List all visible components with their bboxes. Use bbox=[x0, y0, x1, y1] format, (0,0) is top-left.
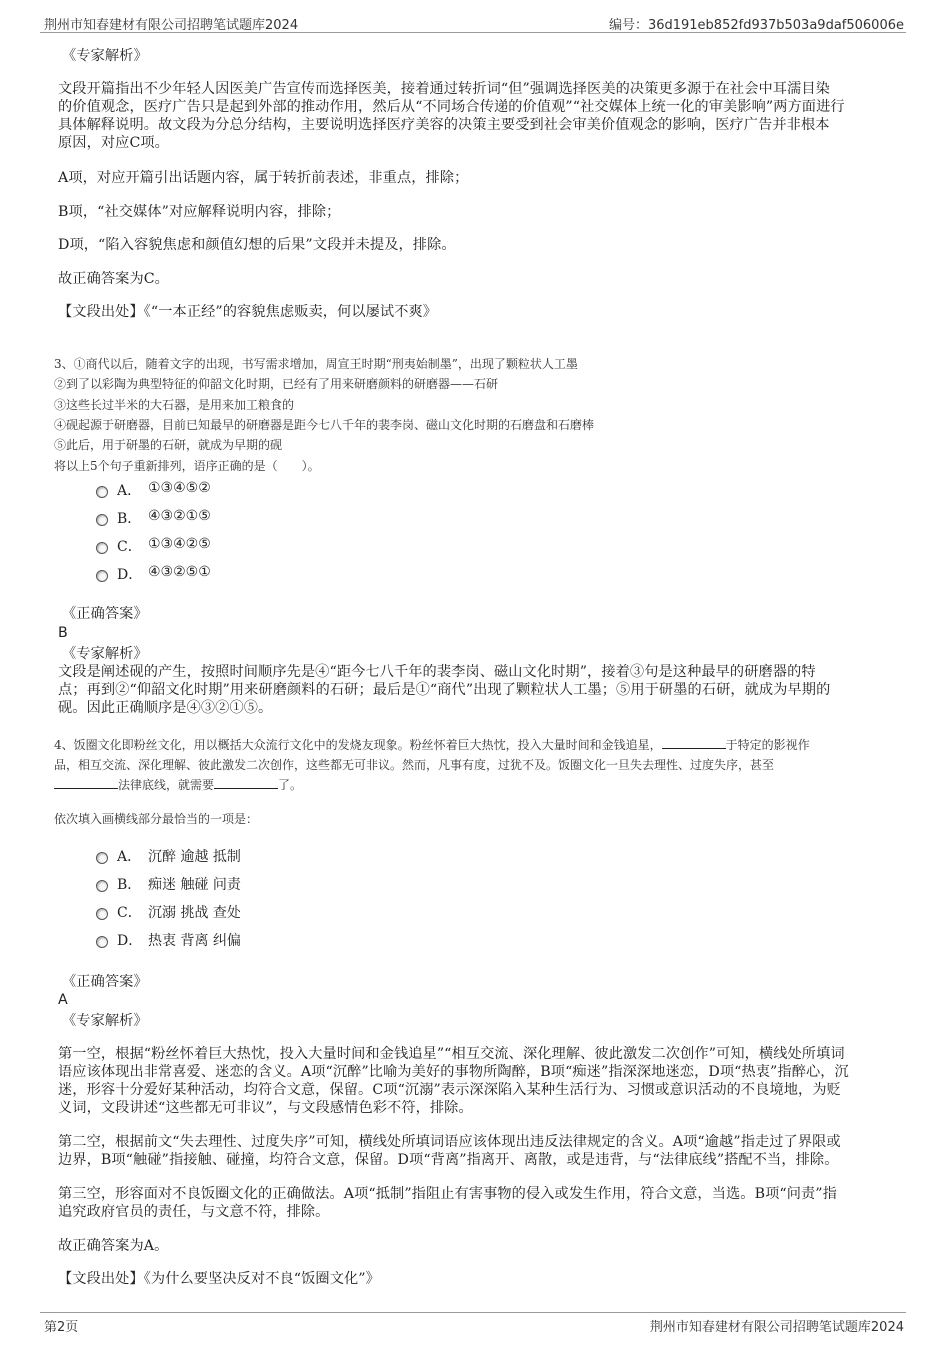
q4-stem-3a: 法律底线，就需要 bbox=[118, 778, 215, 792]
radio-icon[interactable] bbox=[96, 852, 108, 864]
q2-item-b: B项，“社交媒体”对应解释说明内容，排除； bbox=[58, 204, 341, 220]
option-text: ④③②①⑤ bbox=[148, 508, 211, 524]
radio-icon[interactable] bbox=[96, 570, 108, 582]
q3-stem-line-1: 3、①商代以后，随着文字的出现，书写需求增加，周宣王时期“刑夷始制墨”，出现了颗粒状人工墨 bbox=[54, 357, 578, 371]
q4-stem-line-1 bbox=[54, 736, 810, 754]
q2-item-a: A项，对应开篇引出话题内容，属于转折前表述，非重点，排除； bbox=[58, 170, 469, 186]
q4-stem-3b: 了。 bbox=[278, 778, 303, 792]
q2-conclusion: 故正确答案为C。 bbox=[58, 271, 169, 287]
q4-para1-line-2: 语应该体现出非常喜爱、迷恋的含义。A项“沉醉”比喻为美好的事物所陶醉，B项“痴迷”指深深地迷恋，D项“热衷”指醉心，沉 bbox=[58, 1064, 849, 1080]
q2-expert-label: 《专家解析》 bbox=[62, 48, 148, 64]
q4-para1-line-4: 义词，文段讲述“这些都无可非议”，与文段感情色彩不符，排除。 bbox=[58, 1100, 473, 1116]
q4-para2-line-1: 第二空，根据前文“失去理性、过度失序”可知，横线处所填词语应该体现出违反法律规定的含义。A项“逾越”指走过了界限或 bbox=[58, 1134, 841, 1150]
option-letter: D． bbox=[117, 567, 143, 583]
q2-analysis-line-2: 的价值观念，医疗广告只是起到外部的推动作用，然后从“不同场合传递的价值观”“社交媒体上统一化的审美影响”两方面进行 bbox=[58, 99, 845, 115]
radio-icon[interactable] bbox=[96, 542, 108, 554]
q3-answer: B bbox=[58, 625, 68, 641]
footer-page-number: 第2页 bbox=[44, 1320, 79, 1335]
q4-answer-label: 《正确答案》 bbox=[62, 974, 148, 990]
answer-blank-3 bbox=[214, 777, 278, 789]
q4-stem-line-3 bbox=[54, 776, 302, 794]
option-text: 痴迷 触碰 问责 bbox=[148, 877, 241, 893]
q4-conclusion: 故正确答案为A。 bbox=[58, 1238, 169, 1254]
q2-analysis-line-1: 文段开篇指出不少年轻人因医美广告宣传而选择医美，接着通过转折词“但”强调选择医美的决策更多源于在社会中耳濡目染 bbox=[58, 81, 830, 97]
q4-para3-line-1: 第三空，形容面对不良饭圈文化的正确做法。A项“抵制”指阻止有害事物的侵入或发生作用，符合文意，当选。B项“问责”指 bbox=[58, 1186, 837, 1202]
q3-analysis-line-2: 点；再到②“仰韶文化时期”用来研磨颜料的石研；最后是①“商代”出现了颗粒状人工墨；⑤用于研墨的石研，就成为早期的 bbox=[58, 682, 831, 698]
q4-stem-line-2: 品，相互交流、深化理解、彼此激发二次创作，这些都无可非议。然而，凡事有度，过犹不及。饭圈文化一旦失去理性、过度失序，甚至 bbox=[54, 758, 775, 772]
option-letter: D． bbox=[117, 933, 143, 949]
option-letter: B． bbox=[117, 511, 142, 527]
q4-para3-line-2: 追究政府官员的责任，与文意不符，排除。 bbox=[58, 1204, 330, 1220]
q3-answer-label: 《正确答案》 bbox=[62, 606, 148, 622]
q4-expert-label: 《专家解析》 bbox=[62, 1013, 148, 1029]
option-letter: C． bbox=[117, 539, 142, 555]
option-text: ④③②⑤① bbox=[148, 564, 211, 580]
answer-blank-1 bbox=[662, 737, 726, 749]
q3-analysis-line-3: 砚。因此正确顺序是④③②①⑤。 bbox=[58, 700, 273, 716]
q2-source: 【文段出处】《“一本正经”的容貌焦虑贩卖，何以屡试不爽》 bbox=[58, 304, 438, 320]
q3-stem-line-5: ⑤此后，用于研墨的石研，就成为早期的砚 bbox=[54, 438, 283, 452]
option-text: 沉醉 逾越 抵制 bbox=[148, 849, 241, 865]
option-text: ①③④②⑤ bbox=[148, 536, 211, 552]
option-letter: A． bbox=[117, 483, 142, 499]
q4-para1-line-1: 第一空，根据“粉丝怀着巨大热忱，投入大量时间和金钱追星”“相互交流、深化理解、彼此激发二次创作”可知，横线处所填词 bbox=[58, 1046, 845, 1062]
radio-icon[interactable] bbox=[96, 936, 108, 948]
option-letter: B． bbox=[117, 877, 142, 893]
q4-answer: A bbox=[58, 992, 68, 1008]
q3-stem-line-6: 将以上5个句子重新排列，语序正确的是（ ）。 bbox=[54, 459, 320, 473]
radio-icon[interactable] bbox=[96, 880, 108, 892]
radio-icon[interactable] bbox=[96, 486, 108, 498]
page-footer bbox=[40, 1312, 906, 1313]
option-letter: A． bbox=[117, 849, 142, 865]
option-text: ①③④⑤② bbox=[148, 480, 211, 496]
q3-stem-line-4: ④砚起源于研磨器，目前已知最早的研磨器是距今七八千年的裴李岗、磁山文化时期的石磨盘和石磨棒 bbox=[54, 418, 595, 432]
q4-stem-1a: 4、饭圈文化即粉丝文化，用以概括大众流行文化中的发烧友现象。粉丝怀着巨大热忱，投入大量时间和金钱追星， bbox=[54, 738, 662, 752]
q4-para2-line-2: 边界，B项“触碰”指接触、碰撞，均符合文意，保留。D项“背离”指离开、离散，或是违背，与“法律底线”搭配不当，排除。 bbox=[58, 1152, 839, 1168]
option-text: 热衷 背离 纠偏 bbox=[148, 933, 241, 949]
q4-stem-1b: 于特定的影视作 bbox=[725, 738, 810, 752]
radio-icon[interactable] bbox=[96, 514, 108, 526]
q3-analysis-line-1: 文段是阐述砚的产生，按照时间顺序先是④“距今七八千年的裴李岗、磁山文化时期”，接着③句是这种最早的研磨器的特 bbox=[58, 664, 816, 680]
radio-icon[interactable] bbox=[96, 908, 108, 920]
header-doc-id: 编号：36d191eb852fd937b503a9daf506006e bbox=[608, 18, 904, 33]
q2-item-d: D项，“陷入容貌焦虑和颜值幻想的后果”文段并未提及，排除。 bbox=[58, 237, 456, 253]
q4-source: 【文段出处】《为什么要坚决反对不良“饭圈文化”》 bbox=[58, 1271, 380, 1287]
answer-blank-2 bbox=[54, 777, 118, 789]
q4-instruction: 依次填入画横线部分最恰当的一项是： bbox=[54, 812, 259, 826]
q3-expert-label: 《专家解析》 bbox=[62, 646, 148, 662]
option-text: 沉溺 挑战 查处 bbox=[148, 905, 241, 921]
q3-stem-line-3: ③这些长过半米的大石器，是用来加工粮食的 bbox=[54, 398, 295, 412]
q4-para1-line-3: 迷，形容十分爱好某种活动，均符合文意，保留。C项“沉溺”表示深深陷入某种生活行为、习惯或意识活动的不良境地，为贬 bbox=[58, 1082, 841, 1098]
q2-analysis-line-4: 原因，对应C项。 bbox=[58, 135, 169, 151]
q3-stem-line-2: ②到了以彩陶为典型特征的仰韶文化时期，已经有了用来研磨颜料的研磨器——石研 bbox=[54, 377, 499, 391]
q2-analysis-line-3: 具体解释说明。故文段为分总分结构，主要说明选择医疗美容的决策主要受到社会审美价值观念的影响，医疗广告并非根本 bbox=[58, 117, 830, 133]
option-letter: C． bbox=[117, 905, 142, 921]
footer-company: 荆州市知春建材有限公司招聘笔试题库2024 bbox=[649, 1320, 904, 1335]
header-title: 荆州市知春建材有限公司招聘笔试题库2024 bbox=[44, 18, 299, 33]
